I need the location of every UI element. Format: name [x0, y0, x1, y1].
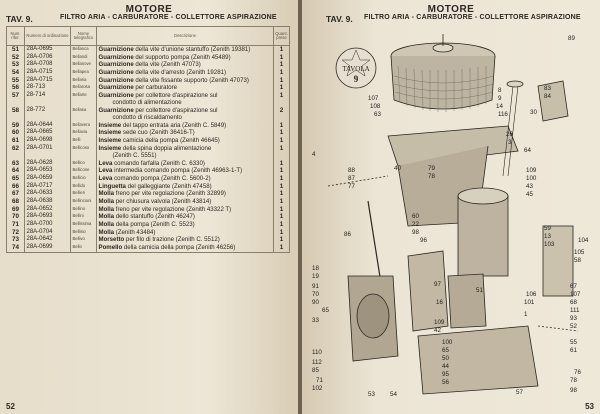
svg-text:116: 116 — [498, 111, 508, 118]
telegraph-name: Bellapea — [71, 69, 97, 77]
svg-text:85: 85 — [312, 367, 319, 374]
part-detail: sede cuo (Zenith 36416-T) — [121, 129, 195, 137]
telegraph-name: Bellanove — [71, 61, 97, 69]
svg-text:59: 59 — [544, 225, 551, 232]
telegraph-name: Bellavia — [71, 129, 97, 137]
quantity: 1 — [274, 175, 290, 183]
svg-text:97: 97 — [434, 281, 441, 288]
svg-text:79: 79 — [428, 165, 435, 172]
ref-number: 62 — [7, 145, 25, 160]
svg-text:95: 95 — [442, 371, 449, 378]
part-name: Insieme — [98, 129, 122, 137]
svg-text:83: 83 — [544, 85, 551, 92]
svg-text:40: 40 — [394, 165, 401, 172]
svg-text:51: 51 — [476, 287, 483, 294]
svg-text:68: 68 — [570, 299, 577, 306]
description — [97, 61, 274, 69]
svg-text:3: 3 — [508, 139, 512, 146]
part-name: Guarnizione — [98, 84, 134, 92]
telegraph-name: Bellincioni — [71, 198, 97, 206]
svg-text:65: 65 — [322, 307, 329, 314]
part-name: Insieme — [98, 144, 122, 152]
svg-text:64: 64 — [524, 147, 531, 154]
tavola-badge — [336, 48, 376, 88]
svg-text:55: 55 — [570, 339, 577, 346]
ref-number: 54 — [7, 69, 25, 77]
part-name: Guarnizione — [98, 69, 134, 77]
table-row — [7, 69, 290, 77]
order-code: 28A-0665 — [25, 129, 71, 137]
telegraph-name: Bellicone — [71, 167, 97, 175]
quantity: 1 — [274, 84, 290, 92]
telegraph-name: Bellico — [71, 160, 97, 168]
order-code: 28A-0653 — [25, 167, 71, 175]
quantity: 1 — [274, 122, 290, 130]
table-row — [7, 46, 290, 54]
description — [97, 213, 274, 221]
svg-text:102: 102 — [312, 385, 323, 392]
svg-text:42: 42 — [434, 327, 441, 334]
description — [97, 160, 274, 168]
table-row — [7, 129, 290, 137]
section-header: MOTORE — [427, 4, 475, 15]
svg-text:8: 8 — [498, 87, 502, 94]
order-code: 28-772 — [25, 107, 71, 122]
table-row — [7, 84, 290, 92]
part-name: Guarnizione — [98, 61, 134, 69]
svg-text:67: 67 — [570, 283, 577, 290]
description — [97, 167, 274, 175]
svg-text:111: 111 — [570, 307, 580, 314]
part-detail-continued: (Zenith C. 5551) — [112, 152, 157, 160]
part-detail-continued: condotto di alimentazione — [112, 99, 182, 107]
ref-number: 51 — [7, 46, 25, 54]
quantity: 1 — [274, 206, 290, 214]
description — [97, 107, 274, 122]
quantity: 1 — [274, 213, 290, 221]
svg-text:13: 13 — [544, 233, 551, 240]
table-subtitle: FILTRO ARIA - CARBURATORE - COLLETTORE ASPIRAZIONE — [60, 14, 277, 21]
svg-text:86: 86 — [344, 231, 351, 238]
svg-text:4: 4 — [312, 151, 316, 158]
part-detail: per collettore d'aspirazione sul — [133, 92, 218, 100]
badge-label: TAVOLA — [342, 65, 370, 73]
description — [97, 206, 274, 214]
ref-number: 72 — [7, 229, 25, 237]
quantity: 1 — [274, 221, 290, 229]
part-name: Guarnizione — [98, 92, 134, 100]
svg-text:18: 18 — [312, 265, 319, 272]
order-code: 28A-0693 — [25, 213, 71, 221]
quantity: 1 — [274, 160, 290, 168]
order-code: 28A-0698 — [25, 137, 71, 145]
part-name: Linguetta — [98, 182, 126, 190]
ref-number: 61 — [7, 137, 25, 145]
svg-text:93: 93 — [570, 315, 577, 322]
table-row — [7, 167, 290, 175]
svg-text:70: 70 — [312, 291, 319, 298]
column-header: Quant. prese — [274, 27, 290, 46]
table-subtitle: FILTRO ARIA - CARBURATORE - COLLETTORE ASPIRAZIONE — [364, 14, 581, 21]
svg-text:19: 19 — [312, 273, 319, 280]
svg-text:26: 26 — [506, 131, 513, 138]
description — [97, 229, 274, 237]
telegraph-name: Bellanca — [71, 46, 97, 54]
right-page — [302, 0, 600, 414]
order-code: 28A-0715 — [25, 69, 71, 77]
ref-number: 71 — [7, 221, 25, 229]
order-code: 28-713 — [25, 84, 71, 92]
quantity: 1 — [274, 236, 290, 244]
svg-text:105: 105 — [574, 249, 585, 256]
description — [97, 175, 274, 183]
svg-text:60: 60 — [412, 213, 419, 220]
table-row — [7, 183, 290, 191]
telegraph-name: Bellandi — [71, 54, 97, 62]
part-name: Guarnizione — [98, 46, 134, 53]
svg-text:89: 89 — [568, 35, 575, 42]
svg-text:9: 9 — [498, 95, 502, 102]
svg-text:14: 14 — [496, 103, 503, 110]
part-name: Guarnizione — [98, 106, 134, 114]
ref-number: 57 — [7, 92, 25, 107]
table-row — [7, 175, 290, 183]
part-detail: della vite d'arresto (Zenith 19281) — [133, 69, 226, 77]
svg-text:107: 107 — [368, 95, 379, 102]
exploded-diagram — [308, 26, 598, 398]
table-row — [7, 206, 290, 214]
svg-text:98: 98 — [570, 387, 577, 394]
column-header: Descrizione — [97, 27, 274, 46]
telegraph-name: Bellivo — [71, 236, 97, 244]
quantity: 1 — [274, 198, 290, 206]
table-row — [7, 221, 290, 229]
table-row — [7, 236, 290, 244]
table-row — [7, 77, 290, 85]
svg-text:56: 56 — [442, 379, 449, 386]
svg-text:77: 77 — [348, 183, 355, 190]
svg-text:107: 107 — [570, 291, 581, 298]
part-detail: per collettore d'aspirazione sul — [133, 106, 218, 114]
svg-text:43: 43 — [526, 183, 533, 190]
svg-text:109: 109 — [526, 167, 537, 174]
part-detail: della spina doppia alimentazione — [121, 144, 212, 152]
svg-text:50: 50 — [442, 355, 449, 362]
description — [97, 190, 274, 198]
part-detail: comando pompa (Zenith C. 5600-2) — [112, 174, 211, 182]
parts-table-body — [7, 46, 290, 253]
svg-text:33: 33 — [312, 317, 319, 324]
air-filter-drawing — [391, 34, 495, 112]
carburetor-drawing — [328, 81, 578, 394]
order-code: 28A-0644 — [25, 122, 71, 130]
svg-text:16: 16 — [436, 299, 443, 306]
svg-text:53: 53 — [368, 391, 375, 398]
quantity: 1 — [274, 244, 290, 252]
telegraph-name: Belli — [71, 137, 97, 145]
svg-text:96: 96 — [420, 237, 427, 244]
part-name: Molla — [98, 213, 115, 221]
svg-text:58: 58 — [574, 257, 581, 264]
telegraph-name: Bellieri — [71, 190, 97, 198]
order-code: 28A-0638 — [25, 198, 71, 206]
badge-number: 9 — [353, 74, 359, 84]
ref-number: 70 — [7, 213, 25, 221]
order-code: 28A-0704 — [25, 229, 71, 237]
ref-number: 64 — [7, 167, 25, 175]
ref-number: 73 — [7, 236, 25, 244]
svg-text:57: 57 — [516, 389, 523, 396]
part-name: Insieme — [98, 137, 122, 145]
svg-text:91: 91 — [312, 283, 319, 290]
telegraph-name: Bellissima — [71, 221, 97, 229]
ref-number: 56 — [7, 84, 25, 92]
svg-text:63: 63 — [374, 111, 381, 118]
svg-text:110: 110 — [312, 349, 322, 356]
telegraph-name: Bellarte — [71, 92, 97, 107]
ref-number: 65 — [7, 175, 25, 183]
part-detail: della vite d'unione stantuffo (Zenith 19381) — [133, 46, 251, 53]
order-code: 28A-0717 — [25, 183, 71, 191]
quantity: 1 — [274, 77, 290, 85]
part-detail: dello stantuffo (Zenith 46247) — [114, 213, 195, 221]
telegraph-name: Bellasa — [71, 107, 97, 122]
svg-text:45: 45 — [526, 191, 533, 198]
telegraph-name: Bellavera — [71, 122, 97, 130]
left-page — [0, 0, 298, 414]
svg-text:100: 100 — [442, 339, 453, 346]
ref-number: 67 — [7, 190, 25, 198]
telegraph-name: Bellino — [71, 206, 97, 214]
svg-text:1: 1 — [524, 311, 528, 318]
part-detail: intermedia comando pompa (Zenith 46963-1-T) — [112, 167, 243, 175]
quantity: 1 — [274, 61, 290, 69]
part-detail: per carburatore — [133, 84, 178, 92]
telegraph-name: Bellido — [71, 183, 97, 191]
svg-text:98: 98 — [412, 229, 419, 236]
order-code: 28A-0659 — [25, 175, 71, 183]
section-header: MOTORE — [125, 4, 173, 15]
part-detail-continued: condotto di riscaldamento — [112, 114, 182, 122]
part-detail: per chiusura valvola (Zenith 43814) — [114, 197, 212, 205]
quantity: 1 — [274, 137, 290, 145]
svg-text:44: 44 — [442, 363, 449, 370]
order-code: 28A-0701 — [25, 145, 71, 160]
quantity: 1 — [274, 190, 290, 198]
quantity: 2 — [274, 107, 290, 122]
part-detail: della pompa (Zenith C. 5523) — [114, 220, 195, 228]
order-code: 28A-0628 — [25, 160, 71, 168]
column-header: Numero di ordinazione — [25, 27, 71, 46]
description — [97, 129, 274, 137]
svg-text:106: 106 — [526, 291, 537, 298]
quantity: 1 — [274, 129, 290, 137]
part-detail: della camicia della pompa (Zenith 46256) — [122, 243, 236, 251]
part-name: Molla — [98, 220, 115, 228]
ref-number: 69 — [7, 206, 25, 214]
svg-text:104: 104 — [578, 237, 589, 244]
order-code: 28A-0642 — [25, 236, 71, 244]
order-code: 28A-0715 — [25, 77, 71, 85]
description — [97, 183, 274, 191]
quantity: 1 — [274, 167, 290, 175]
svg-text:103: 103 — [544, 241, 555, 248]
svg-text:108: 108 — [370, 103, 381, 110]
svg-text:76: 76 — [574, 369, 581, 376]
svg-text:22: 22 — [412, 221, 419, 228]
svg-text:84: 84 — [544, 93, 551, 100]
svg-text:88: 88 — [348, 167, 355, 174]
column-header: Nome telegrafico — [71, 27, 97, 46]
table-row — [7, 145, 290, 160]
table-row — [7, 213, 290, 221]
telegraph-name: Bellarosa — [71, 84, 97, 92]
description — [97, 198, 274, 206]
order-code: 28-714 — [25, 92, 71, 107]
table-row — [7, 198, 290, 206]
description — [97, 236, 274, 244]
table-header-row — [7, 27, 290, 46]
table-row — [7, 244, 290, 252]
telegraph-name: Bellicoso — [71, 145, 97, 160]
svg-text:61: 61 — [570, 347, 577, 354]
description — [97, 77, 274, 85]
column-header: Num. rifer. — [7, 27, 25, 46]
svg-text:100: 100 — [526, 175, 537, 182]
svg-text:78: 78 — [570, 377, 577, 384]
order-code: 28A-0633 — [25, 190, 71, 198]
ref-number: 68 — [7, 198, 25, 206]
ref-number: 58 — [7, 107, 25, 122]
svg-text:101: 101 — [524, 299, 535, 306]
quantity: 1 — [274, 92, 290, 107]
ref-number: 55 — [7, 77, 25, 85]
table-row — [7, 92, 290, 107]
part-detail: della vite (Zenith 47073) — [133, 61, 201, 69]
order-code: 28A-0706 — [25, 54, 71, 62]
svg-text:30: 30 — [530, 109, 537, 116]
part-name: Molla — [98, 228, 115, 236]
description — [97, 137, 274, 145]
part-name: Pomello — [98, 243, 123, 251]
part-name: Molla — [98, 205, 115, 213]
svg-text:78: 78 — [428, 173, 435, 180]
table-row — [7, 107, 290, 122]
order-code: 28A-0708 — [25, 61, 71, 69]
part-detail: camicia della pompa (Zenith 46645) — [121, 137, 220, 145]
svg-text:87: 87 — [348, 175, 355, 182]
part-detail: per filo di trazione (Zenith C. 5512) — [124, 236, 220, 244]
telegraph-name: Bellaria — [71, 77, 97, 85]
description — [97, 84, 274, 92]
description — [97, 69, 274, 77]
part-detail: freno per vite regolazione (Zenith 32899) — [114, 190, 226, 198]
description — [97, 145, 274, 160]
table-row — [7, 61, 290, 69]
ref-number: 59 — [7, 122, 25, 130]
quantity: 1 — [274, 46, 290, 54]
telegraph-name: Bellicio — [71, 175, 97, 183]
svg-text:90: 90 — [312, 299, 319, 306]
part-name: Molla — [98, 190, 115, 198]
part-detail: del tappo entrata aria (Zenith C. 5849) — [121, 121, 227, 129]
telegraph-name: Bello — [71, 244, 97, 252]
table-row — [7, 137, 290, 145]
part-name: Insieme — [98, 121, 122, 129]
part-name: Guarnizione — [98, 76, 134, 84]
svg-text:112: 112 — [312, 359, 322, 366]
svg-text:52: 52 — [570, 323, 577, 330]
part-name: Molla — [98, 197, 115, 205]
table-number: TAV. 9. — [326, 14, 353, 24]
quantity: 1 — [274, 54, 290, 62]
table-row — [7, 229, 290, 237]
part-detail: (Zenith 43484) — [114, 228, 156, 236]
svg-text:71: 71 — [316, 377, 323, 384]
part-detail: freno per vite regolazione (Zenith 43322 T) — [114, 205, 232, 213]
description — [97, 122, 274, 130]
part-name: Leva — [98, 174, 113, 182]
ref-number: 52 — [7, 54, 25, 62]
ref-number: 60 — [7, 129, 25, 137]
page-number: 53 — [585, 402, 594, 411]
table-row — [7, 160, 290, 168]
svg-text:109: 109 — [434, 319, 445, 326]
telegraph-name: Bellisio — [71, 229, 97, 237]
part-name: Leva — [98, 159, 113, 167]
ref-number: 74 — [7, 244, 25, 252]
svg-text:54: 54 — [390, 391, 397, 398]
part-name: Leva — [98, 167, 113, 175]
part-detail: della vite fissante supporto (Zenith 47073) — [133, 76, 249, 84]
description — [97, 92, 274, 107]
ref-number: 63 — [7, 160, 25, 168]
part-detail: comando farfalla (Zenith C. 6330) — [112, 159, 205, 167]
part-detail: del supporto pompa (Zenith 45489) — [133, 53, 231, 61]
table-number: TAV. 9. — [6, 14, 33, 24]
description — [97, 244, 274, 252]
part-name: Morsetto — [98, 236, 125, 244]
quantity: 1 — [274, 145, 290, 160]
table-row — [7, 54, 290, 62]
description — [97, 221, 274, 229]
description — [97, 54, 274, 62]
part-detail: del galleggiante (Zenith 47458) — [125, 182, 212, 190]
part-name: Guarnizione — [98, 53, 134, 61]
description — [97, 46, 274, 54]
quantity: 1 — [274, 229, 290, 237]
order-code: 28A-0652 — [25, 206, 71, 214]
table-row — [7, 122, 290, 130]
parts-table — [6, 26, 290, 253]
table-row — [7, 190, 290, 198]
ref-number: 66 — [7, 183, 25, 191]
order-code: 28A-0695 — [25, 46, 71, 54]
svg-text:65: 65 — [442, 347, 449, 354]
order-code: 28A-0699 — [25, 244, 71, 252]
page-number: 52 — [6, 402, 15, 411]
order-code: 28A-0700 — [25, 221, 71, 229]
quantity: 1 — [274, 183, 290, 191]
ref-number: 53 — [7, 61, 25, 69]
telegraph-name: Bellini — [71, 213, 97, 221]
quantity: 1 — [274, 69, 290, 77]
